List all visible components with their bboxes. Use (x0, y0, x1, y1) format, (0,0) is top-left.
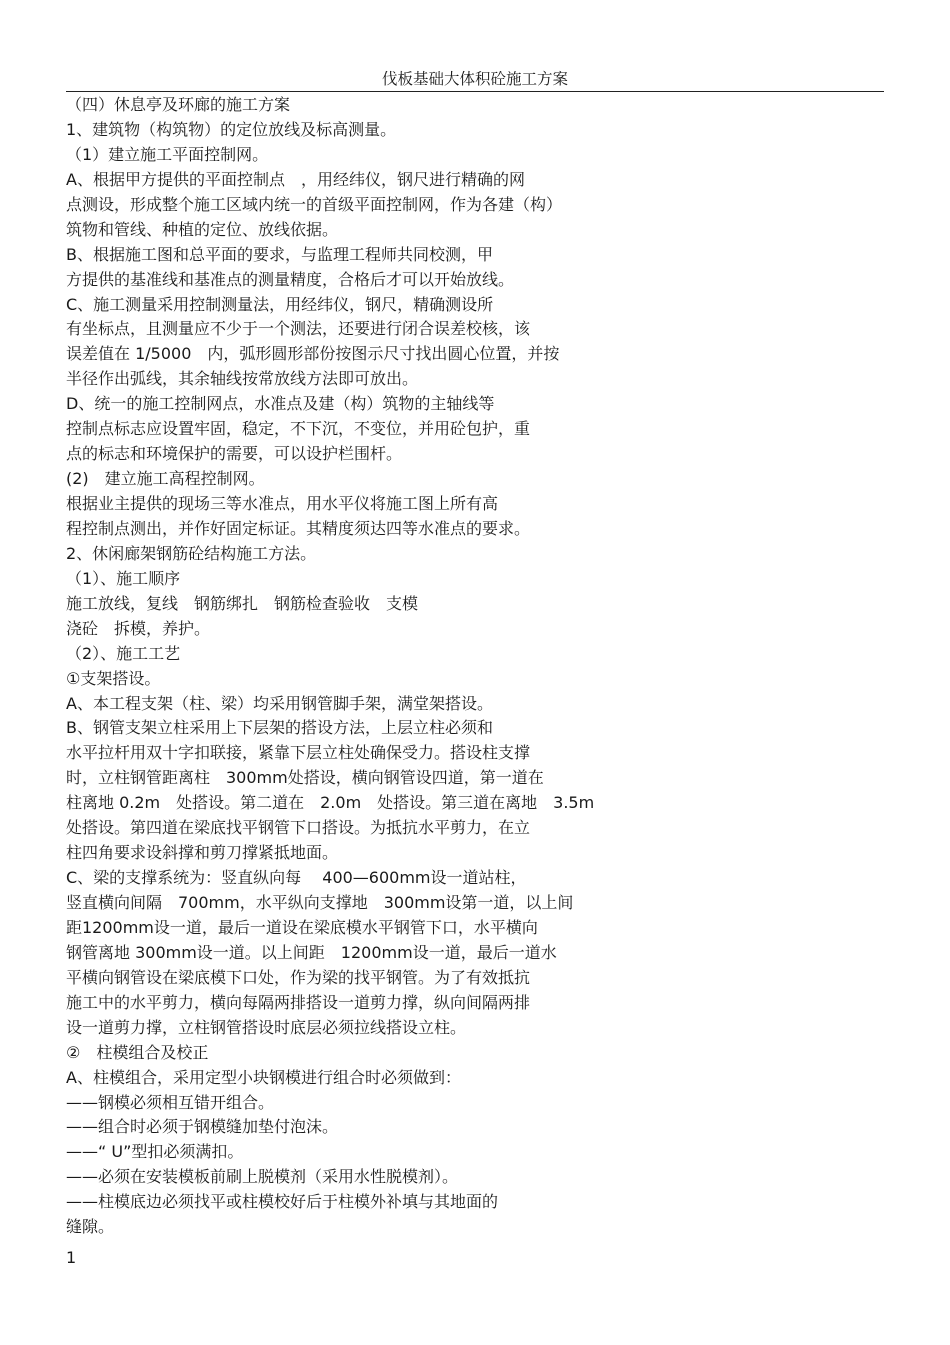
text-line: C、施工测量采用控制测量法，用经纬仪，钢尺，精确测设所 (66, 294, 494, 314)
text-line: 柱四角要求设斜撑和剪刀撑紧抵地面。 (66, 843, 339, 863)
text-line: 误差值在 1/5000 内，弧形圆形部份按图示尺寸找出圆心位置，并按 (66, 344, 560, 364)
text-line: 浇砼 拆模，养护。 (66, 618, 211, 638)
header-divider (66, 91, 884, 92)
text-line: 半径作出弧线，其余轴线按常放线方法即可放出。 (66, 369, 419, 389)
text-line: 距1200mm设一道，最后一道设在梁底模水平钢管下口，水平横向 (66, 917, 538, 937)
text-line: B、根据施工图和总平面的要求，与监理工程师共同校测，甲 (66, 244, 493, 264)
text-line: A、柱模组合，采用定型小块钢模进行组合时必须做到： (66, 1067, 461, 1087)
text-line: （1）、施工顺序 (66, 568, 181, 588)
running-header-title: 伐板基础大体积砼施工方案 (381, 70, 568, 88)
text-line: 1、建筑物（构筑物）的定位放线及标高测量。 (66, 119, 397, 139)
text-line: ——柱模底边必须找平或柱模校好后于柱模外补填与其地面的 (66, 1192, 499, 1212)
body-text (66, 93, 666, 1240)
text-line: 施工中的水平剪力，横向每隔两排搭设一道剪力撑，纵向间隔两排 (66, 992, 531, 1012)
text-line: 平横向钢管设在梁底模下口处，作为梁的找平钢管。为了有效抵抗 (66, 967, 531, 987)
text-line: 方提供的基准线和基准点的测量精度，合格后才可以开始放线。 (66, 269, 515, 289)
text-line: 2、休闲廊架钢筋砼结构施工方法。 (66, 543, 317, 563)
text-line: A、根据甲方提供的平面控制点 ，用经纬仪，钢尺进行精确的网 (66, 169, 525, 189)
text-line: 施工放线，复线 钢筋绑扎 钢筋检查验收 支模 (66, 593, 419, 613)
text-line: 有坐标点，且测量应不少于一个测法，还要进行闭合误差校核，该 (66, 319, 531, 339)
text-line: A、本工程支架（柱、梁）均采用钢管脚手架，满堂架搭设。 (66, 693, 493, 713)
text-line: ——必须在安装模板前刷上脱模剂（采用水性脱模剂）。 (66, 1167, 459, 1187)
text-line: （1）建立施工平面控制网。 (66, 144, 269, 164)
text-line: ——“ U”型扣必须满扣。 (66, 1142, 244, 1162)
text-line: 钢管离地 300mm设一道。以上间距 1200mm设一道，最后一道水 (66, 942, 557, 962)
text-line: 处搭设。第四道在梁底找平钢管下口搭设。为抵抗水平剪力，在立 (66, 818, 531, 838)
text-line: ——组合时必须于钢模缝加垫付泡沫。 (66, 1117, 339, 1137)
text-line: 缝隙。 (66, 1217, 115, 1237)
text-line: 点测设，形成整个施工区域内统一的首级平面控制网，作为各建（构） (66, 194, 563, 214)
text-line: (2) 建立施工高程控制网。 (66, 469, 265, 489)
text-line: 筑物和管线、种植的定位、放线依据。 (66, 219, 339, 239)
text-line: 程控制点测出，并作好固定标证。其精度须达四等水准点的要求。 (66, 518, 531, 538)
text-line: 根据业主提供的现场三等水准点，用水平仪将施工图上所有高 (66, 494, 499, 513)
text-line: B、钢管支架立柱采用上下层架的搭设方法，上层立柱必须和 (66, 718, 493, 738)
text-line: 控制点标志应设置牢固，稳定，不下沉，不变位，并用砼包护，重 (66, 419, 531, 439)
text-line: 设一道剪力撑，立柱钢管搭设时底层必须拉线搭设立柱。 (66, 1017, 467, 1037)
text-line: C、梁的支撑系统为：竖直纵向每 400—600mm设一道站柱， (66, 868, 527, 888)
text-line: 柱离地 0.2m 处搭设。第二道在 2.0m 处搭设。第三道在离地 3.5m (66, 793, 595, 813)
text-line: 点的标志和环境保护的需要，可以设护栏围杆。 (66, 444, 403, 464)
text-line: ② 柱模组合及校正 (66, 1042, 209, 1062)
page-number: 1 (66, 1248, 77, 1267)
text-line: （四）休息亭及环廊的施工方案 (66, 95, 291, 114)
text-line: 时，立柱钢管距离柱 300mm处搭设，横向钢管设四道，第一道在 (66, 768, 544, 788)
text-line: ——钢模必须相互错开组合。 (66, 1092, 275, 1112)
text-line: ①支架搭设。 (66, 668, 161, 688)
text-line: 竖直横向间隔 700mm，水平纵向支撑地 300mm设第一道，以上间 (66, 893, 574, 912)
text-line: （2）、施工工艺 (66, 643, 181, 663)
text-line: D、统一的施工控制网点，水准点及建（构）筑物的主轴线等 (66, 394, 495, 414)
text-line: 水平拉杆用双十字扣联接，紧靠下层立柱处确保受力。搭设柱支撑 (66, 743, 531, 763)
